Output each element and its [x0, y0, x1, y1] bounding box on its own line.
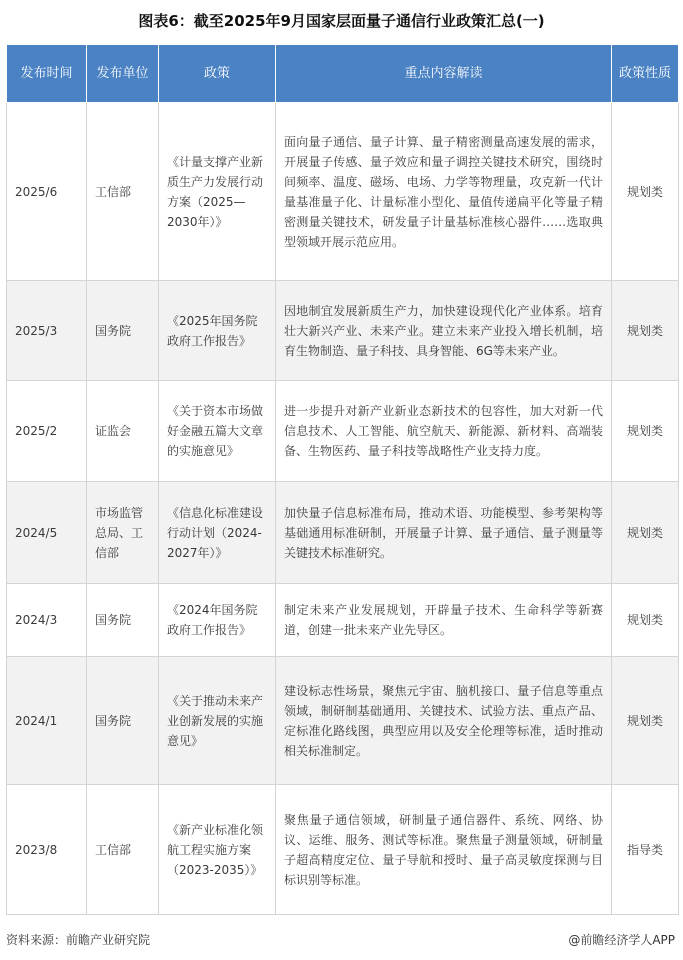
- table-row: [7, 482, 679, 584]
- row-date: 2025/3: [7, 281, 87, 381]
- row-content: 进一步提升对新产业新业态新技术的包容性，加大对新一代信息技术、人工智能、航空航天、新能源、新材料、高端装备、生物医药、量子科技等战略性产业支持力度。: [276, 381, 612, 482]
- row-content: 因地制宜发展新质生产力，加快建设现代化产业体系。培育壮大新兴产业、未来产业。建立未来产业投入增长机制，培育生物制造、量子科技、具身智能、6G等未来产业。: [276, 281, 612, 381]
- table-row: [7, 103, 679, 281]
- header-dept: 发布单位: [87, 45, 159, 103]
- table-row: [7, 785, 679, 915]
- row-dept: 国务院: [87, 657, 159, 785]
- source-note: 资料来源：前瞻产业研究院: [6, 933, 151, 947]
- row-nature: 规划类: [612, 381, 679, 482]
- brand-credit: @前瞻经济学人APP: [568, 933, 675, 947]
- row-policy: 《关于推动未来产业创新发展的实施意见》: [159, 657, 276, 785]
- row-policy: 《关于资本市场做好金融五篇大文章的实施意见》: [159, 381, 276, 482]
- chart-title: 图表6：截至2025年9月国家层面量子通信行业政策汇总(一): [138, 12, 545, 30]
- row-content: 建设标志性场景，聚焦元宇宙、脑机接口、量子信息等重点领域，制研制基础通用、关键技术、试验方法、重点产品、定标准化路线图，典型应用以及安全伦理等标准，适时推动相关标准制定。: [276, 657, 612, 785]
- row-policy: 《2025年国务院政府工作报告》: [159, 281, 276, 381]
- row-content: 加快量子信息标准布局，推动术语、功能模型、参考架构等基础通用标准研制，开展量子计算、量子通信、量子测量等关键技术标准研究。: [276, 482, 612, 584]
- table-row: [7, 584, 679, 657]
- row-date: 2025/2: [7, 381, 87, 482]
- row-content: 面向量子通信、量子计算、量子精密测量高速发展的需求，开展量子传感、量子效应和量子调控关键技术研究，围绕时间频率、温度、磁场、电场、力学等物理量，攻克新一代计量基准量子化、计量标准小型化、量值传递扁平化等量子精密测量关键技术，研发量子计量基标准核心器件……选取典型领域开展示范应用。: [276, 103, 612, 281]
- row-policy: 《计量支撑产业新质生产力发展行动方案（2025—2030年）》: [159, 103, 276, 281]
- row-nature: 规划类: [612, 657, 679, 785]
- row-dept: 国务院: [87, 584, 159, 657]
- table-row: [7, 657, 679, 785]
- row-date: 2024/5: [7, 482, 87, 584]
- row-date: 2024/3: [7, 584, 87, 657]
- row-content: 聚焦量子通信领域，研制量子通信器件、系统、网络、协议、运维、服务、测试等标准。聚焦量子测量领域，研制量子超高精度定位、量子导航和授时、量子高灵敏度探测与目标识别等标准。: [276, 785, 612, 915]
- row-nature: 规划类: [612, 482, 679, 584]
- row-nature: 规划类: [612, 103, 679, 281]
- header-nature: 政策性质: [612, 45, 679, 103]
- table-header-row: [7, 45, 679, 103]
- policy-table: [6, 44, 679, 915]
- row-nature: 规划类: [612, 584, 679, 657]
- table-row: [7, 381, 679, 482]
- header-policy: 政策: [159, 45, 276, 103]
- header-date: 发布时间: [7, 45, 87, 103]
- row-dept: 工信部: [87, 103, 159, 281]
- row-nature: 指导类: [612, 785, 679, 915]
- header-content: 重点内容解读: [276, 45, 612, 103]
- row-policy: 《2024年国务院政府工作报告》: [159, 584, 276, 657]
- row-date: 2024/1: [7, 657, 87, 785]
- row-policy: 《新产业标准化领航工程实施方案（2023-2035）》: [159, 785, 276, 915]
- row-date: 2025/6: [7, 103, 87, 281]
- row-dept: 市场监管总局、工信部: [87, 482, 159, 584]
- row-nature: 规划类: [612, 281, 679, 381]
- row-dept: 工信部: [87, 785, 159, 915]
- row-dept: 国务院: [87, 281, 159, 381]
- row-dept: 证监会: [87, 381, 159, 482]
- row-policy: 《信息化标准建设行动计划（2024-2027年）》: [159, 482, 276, 584]
- row-content: 制定未来产业发展规划，开辟量子技术、生命科学等新赛道，创建一批未来产业先导区。: [276, 584, 612, 657]
- table-row: [7, 281, 679, 381]
- row-date: 2023/8: [7, 785, 87, 915]
